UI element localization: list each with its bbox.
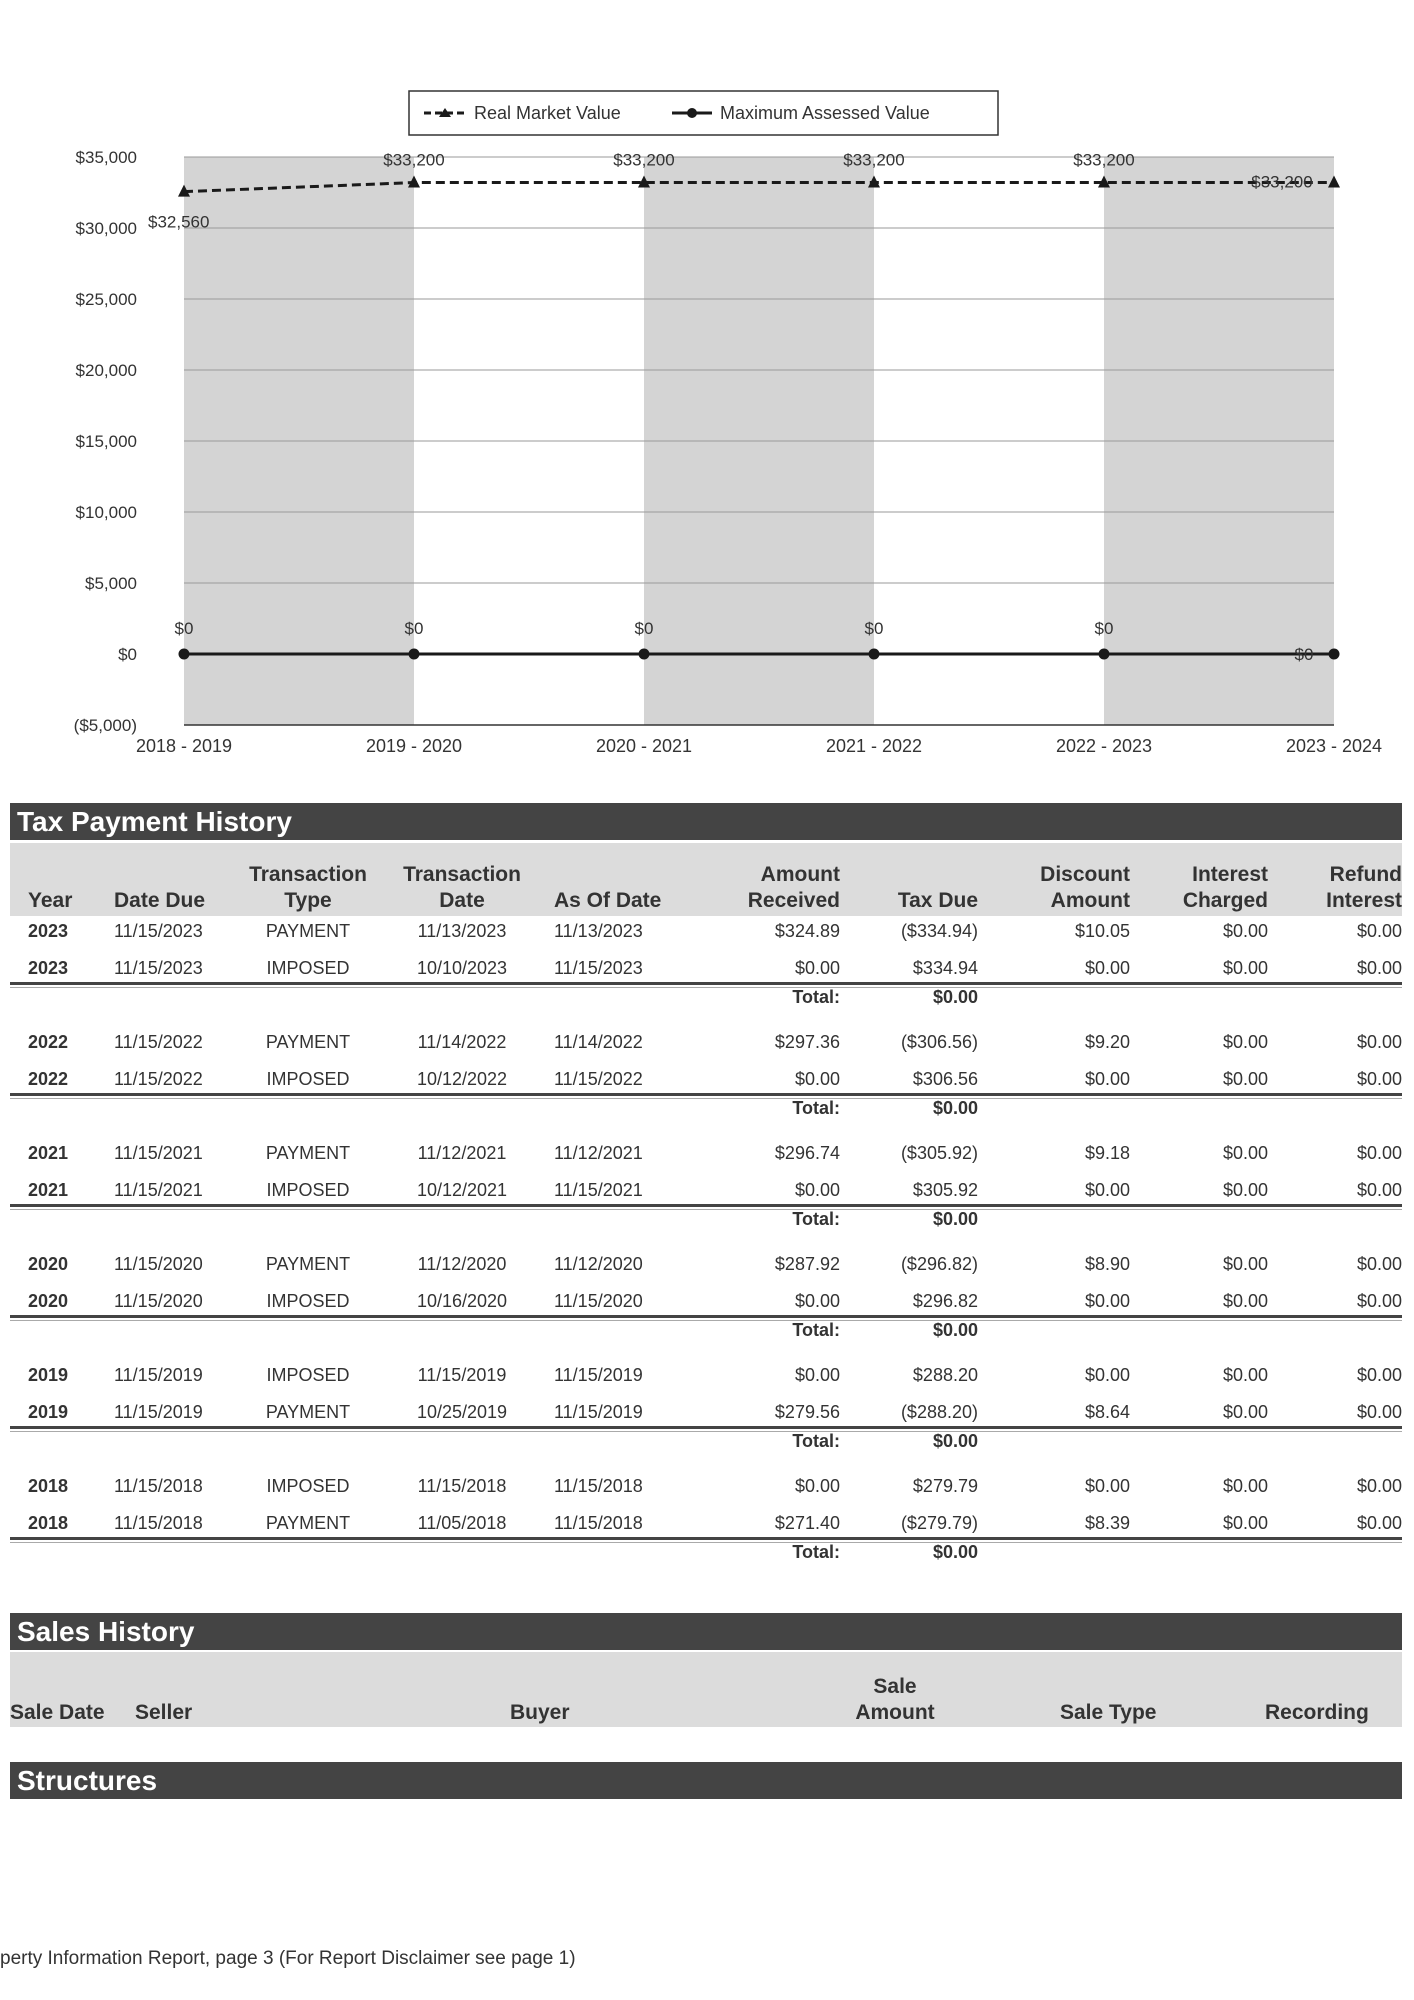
col-header-discount-1: Discount	[1040, 863, 1130, 886]
table-cell: 11/15/2022	[114, 1032, 203, 1052]
y-tick-label: $30,000	[75, 219, 137, 238]
table-cell: $0.00	[1222, 958, 1268, 978]
col-header-tax-due: Tax Due	[897, 889, 978, 912]
table-cell: $0.00	[1222, 1180, 1268, 1200]
y-tick-label: $25,000	[75, 290, 137, 309]
table-cell: 11/12/2020	[417, 1254, 507, 1274]
table-cell: 2022	[28, 1032, 69, 1052]
col-header-sale-type: Sale Type	[1060, 1701, 1157, 1724]
data-label-real-market-value: $33,200	[1073, 150, 1135, 170]
y-tick-label: $15,000	[75, 432, 137, 451]
table-cell: $8.90	[1084, 1254, 1130, 1274]
table-cell: $0.00	[1222, 1513, 1268, 1533]
table-cell: 11/15/2018	[417, 1476, 507, 1496]
table-cell: 2018	[28, 1476, 69, 1496]
table-cell: 11/15/2018	[114, 1476, 203, 1496]
table-cell: PAYMENT	[265, 1402, 351, 1422]
table-cell: $0.00	[1356, 1291, 1402, 1311]
table-cell: $297.36	[774, 1032, 840, 1052]
table-cell: $296.82	[912, 1291, 978, 1311]
table-cell: $279.56	[774, 1402, 840, 1422]
table-cell: $9.20	[1084, 1032, 1130, 1052]
data-label-maximum-assessed-value: $0	[1094, 619, 1114, 638]
table-cell: $0.00	[1084, 1180, 1130, 1200]
total-label: Total:	[792, 1098, 840, 1118]
data-label-real-market-value: $32,560	[148, 212, 210, 232]
table-cell: 11/15/2021	[554, 1180, 643, 1200]
col-header-transaction-date-1: Transaction	[403, 863, 521, 886]
total-value: $0.00	[932, 1542, 978, 1562]
table-cell: $0.00	[794, 958, 840, 978]
table-cell: $287.92	[774, 1254, 840, 1274]
col-header-recording: Recording	[1265, 1701, 1369, 1724]
table-cell: ($279.79)	[900, 1513, 978, 1533]
table-cell: 11/15/2020	[114, 1254, 203, 1274]
table-cell: $0.00	[1356, 1365, 1402, 1385]
table-cell: $0.00	[1084, 1365, 1130, 1385]
table-cell: $0.00	[794, 1476, 840, 1496]
col-header-refund-1: Refund	[1329, 863, 1402, 886]
x-tick-label: 2019 - 2020	[365, 736, 463, 756]
table-cell: 11/15/2021	[114, 1180, 203, 1200]
table-cell: 11/12/2021	[417, 1143, 507, 1163]
data-label-maximum-assessed-value: $0	[864, 619, 884, 638]
table-cell: $0.00	[1356, 1069, 1402, 1089]
total-label: Total:	[792, 1431, 840, 1451]
col-header-sale-date: Sale Date	[10, 1701, 105, 1724]
table-cell: ($288.20)	[900, 1402, 978, 1422]
col-header-transaction-date-2: Date	[439, 889, 485, 912]
col-header-sale-amount-1: Sale	[873, 1675, 917, 1698]
table-cell: $324.89	[774, 921, 840, 941]
table-cell: 11/14/2022	[417, 1032, 507, 1052]
table-cell: 11/15/2022	[554, 1069, 643, 1089]
col-header-seller: Seller	[135, 1701, 193, 1724]
y-tick-label: $20,000	[75, 361, 137, 380]
data-label-real-market-value: $33,200	[1251, 172, 1313, 192]
total-value: $0.00	[932, 1431, 978, 1451]
structures-title: Structures	[10, 1762, 1402, 1799]
table-cell: 2021	[28, 1180, 69, 1200]
table-cell: $0.00	[1356, 1402, 1402, 1422]
total-label: Total:	[792, 1320, 840, 1340]
table-cell: $0.00	[1084, 958, 1130, 978]
x-tick-label: 2020 - 2021	[595, 736, 693, 756]
table-cell: PAYMENT	[265, 1513, 351, 1533]
data-label-maximum-assessed-value: $0	[634, 619, 654, 638]
table-cell: $0.00	[1222, 1365, 1268, 1385]
table-cell: 10/12/2022	[416, 1069, 508, 1089]
table-cell: 11/15/2019	[114, 1365, 203, 1385]
table-cell: 10/16/2020	[416, 1291, 508, 1311]
total-label: Total:	[792, 1209, 840, 1229]
table-cell: $279.79	[912, 1476, 978, 1496]
col-header-interest-1: Interest	[1192, 863, 1268, 886]
table-cell: 11/15/2021	[114, 1143, 203, 1163]
table-cell: $0.00	[1356, 1143, 1402, 1163]
table-cell: 2021	[28, 1143, 69, 1163]
table-cell: $0.00	[1356, 1513, 1402, 1533]
table-cell: $8.39	[1084, 1513, 1130, 1533]
table-cell: $0.00	[1222, 1254, 1268, 1274]
table-cell: 2018	[28, 1513, 69, 1533]
table-cell: $334.94	[912, 958, 978, 978]
table-cell: PAYMENT	[265, 1254, 351, 1274]
table-cell: $0.00	[1356, 1180, 1402, 1200]
table-cell: $0.00	[1356, 1032, 1402, 1052]
table-cell: 10/10/2023	[416, 958, 508, 978]
table-cell: IMPOSED	[266, 1476, 350, 1496]
table-cell: 11/15/2019	[114, 1402, 203, 1422]
table-cell: 10/25/2019	[416, 1402, 508, 1422]
table-cell: 11/12/2020	[554, 1254, 643, 1274]
data-label-real-market-value: $33,200	[613, 150, 675, 170]
total-label: Total:	[792, 987, 840, 1007]
table-cell: 11/15/2018	[554, 1513, 643, 1533]
data-label-real-market-value: $33,200	[843, 150, 905, 170]
col-header-sale-amount-2: Amount	[855, 1701, 935, 1724]
data-label-real-market-value: $33,200	[383, 150, 445, 170]
point-maximum-assessed-value	[869, 649, 880, 660]
data-label-maximum-assessed-value: $0	[404, 619, 424, 638]
table-cell: $296.74	[774, 1143, 840, 1163]
table-cell: $0.00	[1084, 1476, 1130, 1496]
table-cell: $8.64	[1084, 1402, 1130, 1422]
col-header-year: Year	[28, 889, 73, 912]
y-tick-label: $35,000	[75, 148, 137, 167]
table-cell: IMPOSED	[266, 958, 350, 978]
point-maximum-assessed-value	[409, 649, 420, 660]
x-tick-label: 2021 - 2022	[825, 736, 923, 756]
table-cell: $0.00	[1084, 1291, 1130, 1311]
table-cell: 10/12/2021	[416, 1180, 508, 1200]
table-cell: ($334.94)	[900, 921, 978, 941]
table-cell: 11/15/2023	[554, 958, 643, 978]
col-header-as-of-date: As Of Date	[554, 889, 662, 912]
point-maximum-assessed-value	[179, 649, 190, 660]
x-tick-label: 2023 - 2024	[1285, 736, 1383, 756]
table-cell: 11/15/2019	[417, 1365, 507, 1385]
table-cell: 11/15/2018	[114, 1513, 203, 1533]
y-tick-label: $5,000	[85, 574, 137, 593]
table-cell: $0.00	[1222, 1143, 1268, 1163]
col-header-interest-2: Charged	[1182, 889, 1268, 912]
col-header-amount-received-1: Amount	[760, 863, 840, 886]
table-cell: 11/14/2022	[554, 1032, 643, 1052]
table-cell: $0.00	[1356, 1254, 1402, 1274]
table-cell: $0.00	[1222, 921, 1268, 941]
total-value: $0.00	[932, 1320, 978, 1340]
table-cell: PAYMENT	[265, 1143, 351, 1163]
col-header-amount-received-2: Received	[747, 889, 840, 912]
table-cell: $0.00	[1222, 1476, 1268, 1496]
x-tick-label: 2018 - 2019	[135, 736, 233, 756]
table-cell: $0.00	[794, 1291, 840, 1311]
table-cell: 2020	[28, 1291, 69, 1311]
table-cell: 11/15/2020	[114, 1291, 203, 1311]
table-cell: $305.92	[912, 1180, 978, 1200]
y-tick-label: ($5,000)	[73, 716, 137, 735]
table-cell: $9.18	[1084, 1143, 1130, 1163]
table-cell: $0.00	[794, 1365, 840, 1385]
table-cell: ($305.92)	[900, 1143, 978, 1163]
col-header-discount-2: Amount	[1050, 889, 1130, 912]
table-cell: $0.00	[1084, 1069, 1130, 1089]
table-cell: $288.20	[912, 1365, 978, 1385]
y-tick-label: $0	[118, 645, 137, 664]
table-cell: 2019	[28, 1365, 69, 1385]
y-tick-label: $10,000	[75, 503, 137, 522]
col-header-refund-2: Interest	[1326, 889, 1402, 912]
col-header-buyer: Buyer	[510, 1701, 570, 1724]
legend-marker-maximum-assessed-value	[687, 108, 697, 118]
table-cell: ($296.82)	[900, 1254, 978, 1274]
table-cell: $0.00	[1222, 1402, 1268, 1422]
tax-payment-history-title: Tax Payment History	[10, 803, 1402, 840]
table-cell: $0.00	[1356, 921, 1402, 941]
total-value: $0.00	[932, 1209, 978, 1229]
value-history-chart	[0, 0, 1414, 770]
table-cell: 11/12/2021	[554, 1143, 643, 1163]
table-cell: IMPOSED	[266, 1291, 350, 1311]
point-maximum-assessed-value	[639, 649, 650, 660]
table-cell: $0.00	[794, 1069, 840, 1089]
table-cell: 11/15/2023	[114, 958, 203, 978]
table-cell: 11/15/2019	[554, 1365, 643, 1385]
table-cell: 11/15/2022	[114, 1069, 203, 1089]
col-header-transaction-type-2: Type	[284, 889, 332, 912]
table-cell: $306.56	[912, 1069, 978, 1089]
data-label-maximum-assessed-value: $0	[174, 619, 194, 638]
table-cell: $0.00	[794, 1180, 840, 1200]
table-cell: ($306.56)	[900, 1032, 978, 1052]
table-cell: IMPOSED	[266, 1069, 350, 1089]
sales-history-title: Sales History	[10, 1613, 1402, 1650]
table-cell: $10.05	[1074, 921, 1130, 941]
table-cell: 2020	[28, 1254, 69, 1274]
total-label: Total:	[792, 1542, 840, 1562]
sales-history-header-row	[10, 1652, 1402, 1727]
table-cell: 11/15/2020	[554, 1291, 643, 1311]
table-cell: 11/13/2023	[417, 921, 507, 941]
table-cell: PAYMENT	[265, 921, 351, 941]
point-maximum-assessed-value	[1329, 649, 1340, 660]
legend-label-real-market-value: Real Market Value	[474, 103, 621, 123]
table-cell: 11/15/2023	[114, 921, 203, 941]
table-cell: $0.00	[1356, 958, 1402, 978]
table-cell: $0.00	[1222, 1069, 1268, 1089]
data-label-maximum-assessed-value: $0	[1294, 645, 1314, 664]
col-header-transaction-type-1: Transaction	[249, 863, 367, 886]
table-cell: IMPOSED	[266, 1365, 350, 1385]
page-footer: perty Information Report, page 3 (For Report Disclaimer see page 1)	[0, 1948, 576, 1969]
table-cell: 2023	[28, 921, 69, 941]
table-cell: IMPOSED	[266, 1180, 350, 1200]
table-cell: $0.00	[1222, 1032, 1268, 1052]
total-value: $0.00	[932, 987, 978, 1007]
table-cell: $0.00	[1222, 1291, 1268, 1311]
total-value: $0.00	[932, 1098, 978, 1118]
legend-label-maximum-assessed-value: Maximum Assessed Value	[720, 103, 930, 123]
table-cell: 11/15/2018	[554, 1476, 643, 1496]
table-cell: 2019	[28, 1402, 69, 1422]
col-header-date-due: Date Due	[114, 889, 206, 912]
table-cell: 2023	[28, 958, 69, 978]
table-cell: 11/13/2023	[554, 921, 643, 941]
x-tick-label: 2022 - 2023	[1055, 736, 1153, 756]
table-cell: $0.00	[1356, 1476, 1402, 1496]
table-cell: 11/05/2018	[417, 1513, 507, 1533]
point-maximum-assessed-value	[1099, 649, 1110, 660]
table-cell: 11/15/2019	[554, 1402, 643, 1422]
table-cell: PAYMENT	[265, 1032, 351, 1052]
table-cell: $271.40	[774, 1513, 840, 1533]
table-cell: 2022	[28, 1069, 69, 1089]
